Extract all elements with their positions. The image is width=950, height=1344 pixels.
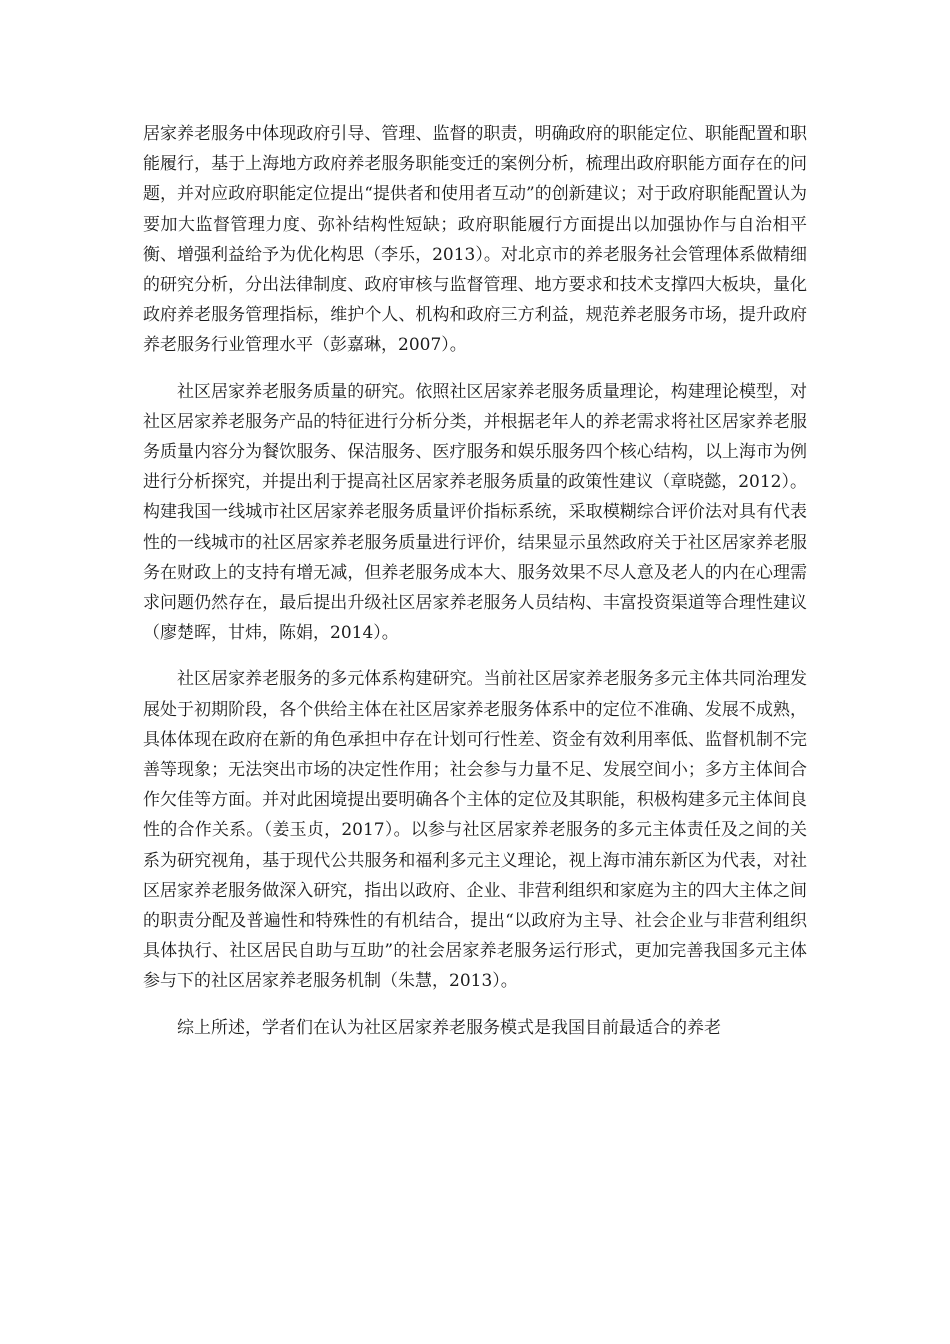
- paragraph-government-functions: 居家养老服务中体现政府引导、管理、监督的职责，明确政府的职能定位、职能配置和职能履行，基于上海地方政府养老服务职能变迁的案例分析，梳理出政府职能方面存在的问题，并对应政府职能定位提出“提供者和使用者互动”的创新建议；对于政府职能配置认为要加大监督管理力度、弥补结构性短缺；政府职能履行方面提出以加强协作与自治相平衡、增强利益给予为优化构思（李乐，2013）。对北京市的养老服务社会管理体系做精细的研究分析，分出法律制度、政府审核与监督管理、地方要求和技术支撑四大板块，量化政府养老服务管理指标，维护个人、机构和政府三方利益，规范养老服务市场，提升政府养老服务行业管理水平（彭嘉琳，2007）。: [143, 124, 807, 356]
- paragraph-multi-subject-system: 社区居家养老服务的多元体系构建研究。当前社区居家养老服务多元主体共同治理发展处于初期阶段，各个供给主体在社区居家养老服务体系中的定位不准确、发展不成熟，具体体现在政府在新的角色承担中存在计划可行性差、资金有效利用率低、监督机制不完善等现象；无法突出市场的决定性作用；社会参与力量不足、发展空间小；多方主体间合作欠佳等方面。并对此困境提出要明确各个主体的定位及其职能，积极构建多元主体间良性的合作关系。（姜玉贞，2017）。以参与社区居家养老服务的多元主体责任及之间的关系为研究视角，基于现代公共服务和福利多元主义理论，视上海市浦东新区为代表，对社区居家养老服务做深入研究，指出以政府、企业、非营利组织和家庭为主的四大主体之间的职责分配及普遍性和特殊性的有机结合，提出“以政府为主导、社会企业与非营利组织具体执行、社区居民自助与互助”的社会居家养老服务运行形式，更加完善我国多元主体参与下的社区居家养老服务机制（朱慧，2013）。: [143, 669, 807, 992]
- paragraph-summary: 综上所述，学者们在认为社区居家养老服务模式是我国目前最适合的养老: [177, 1017, 721, 1038]
- document-body: [143, 119, 807, 1043]
- paragraph-service-quality: 社区居家养老服务质量的研究。依照社区居家养老服务质量理论，构建理论模型，对社区居家养老服务产品的特征进行分析分类，并根据老年人的养老需求将社区居家养老服务质量内容分为餐饮服务、保洁服务、医疗服务和娱乐服务四个核心结构，以上海市为例进行分析探究，并提出利于提高社区居家养老服务质量的政策性建议（章晓懿，2012）。构建我国一线城市社区居家养老服务质量评价指标系统，采取模糊综合评价法对具有代表性的一线城市的社区居家养老服务质量进行评价，结果显示虽然政府关于社区居家养老服务在财政上的支持有增无减，但养老服务成本大、服务效果不尽人意及老人的内在心理需求问题仍然存在，最后提出升级社区居家养老服务人员结构、丰富投资渠道等合理性建议（廖楚晖，甘炜，陈娟，2014）。: [143, 381, 807, 644]
